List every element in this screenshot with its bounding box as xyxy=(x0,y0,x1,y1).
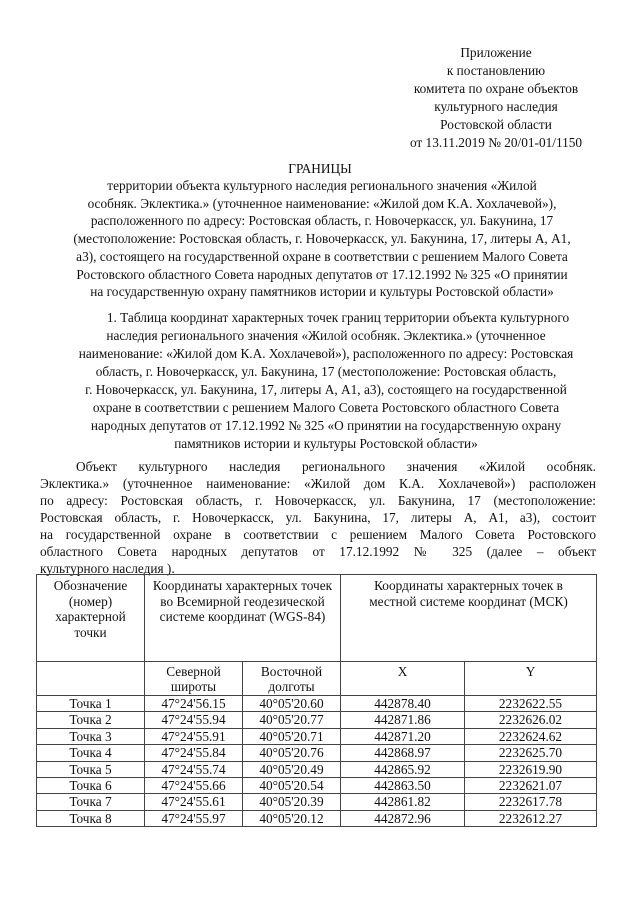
coordinates-table xyxy=(36,574,597,827)
cell-point-name: Точка 3 xyxy=(37,728,145,744)
cell-y: 2232625.70 xyxy=(465,745,597,761)
table-body xyxy=(37,696,597,827)
cell-y: 2232624.62 xyxy=(465,728,597,744)
cell-x: 442861.82 xyxy=(341,794,465,810)
appendix-block xyxy=(370,44,622,152)
document-title: ГРАНИЦЫ xyxy=(288,161,352,176)
intro-line: особняк. Эклектика.» (уточненное наименование: «Жилой дом К.А. Хохлачевой»), xyxy=(87,195,557,211)
header-text: Координаты характерных точек xyxy=(152,578,333,593)
intro-line: (местоположение: Ростовская область, г. Новочеркасск, ул. Бакунина, 17, литеры А, А1, xyxy=(73,231,571,247)
paragraph-line: областного Совета народных депутатов от 17.12.1992 № 325 (далее – объект xyxy=(40,544,596,559)
section-1-heading xyxy=(36,309,616,453)
table-row xyxy=(37,810,597,826)
intro-line: территории объекта культурного наследия регионального значения «Жилой xyxy=(107,178,537,193)
section-line: г. Новочеркасск, ул. Бакунина, 17, литеры А, А1, а3), состоящего на государственной xyxy=(85,382,567,397)
appendix-line: Ростовской области xyxy=(440,117,552,132)
cell-y: 2232619.90 xyxy=(465,761,597,777)
table-row xyxy=(37,794,597,810)
cell-north-latitude: 47°24'55.97 xyxy=(145,810,243,826)
cell-north-latitude: 47°24'55.61 xyxy=(145,794,243,810)
section-line: область, г. Новочеркасск, ул. Бакунина, 17 (местоположение: Ростовская область, xyxy=(95,364,557,379)
header-wgs84-coordinates xyxy=(145,575,341,662)
cell-x: 442878.40 xyxy=(341,696,465,712)
header-text: Координаты характерных точек в xyxy=(374,578,563,593)
cell-north-latitude: 47°24'55.84 xyxy=(145,745,243,761)
section-line: наследия регионального значения «Жилой особняк. Эклектика.» (уточненное xyxy=(106,328,546,343)
cell-x: 442863.50 xyxy=(341,778,465,794)
intro-text xyxy=(36,177,608,301)
table-subheader-row xyxy=(37,662,597,696)
cell-y: 2232612.27 xyxy=(465,810,597,826)
cell-point-name: Точка 6 xyxy=(37,778,145,794)
header-point-designation xyxy=(37,575,145,662)
table-row xyxy=(37,745,597,761)
intro-line: на государственную охрану памятников истории и культуры Ростовской области» xyxy=(90,284,554,300)
cell-x: 442872.96 xyxy=(341,810,465,826)
subheader-text: широты xyxy=(170,679,217,694)
object-description-paragraph xyxy=(40,458,596,577)
cell-north-latitude: 47°24'55.66 xyxy=(145,778,243,794)
cell-x: 442868.97 xyxy=(341,745,465,761)
cell-east-longitude: 40°05'20.49 xyxy=(243,761,341,777)
subheader-text: Восточной xyxy=(260,664,323,679)
cell-north-latitude: 47°24'55.74 xyxy=(145,761,243,777)
cell-point-name: Точка 8 xyxy=(37,810,145,826)
table-row xyxy=(37,761,597,777)
cell-x: 442871.86 xyxy=(341,712,465,728)
cell-north-latitude: 47°24'55.91 xyxy=(145,728,243,744)
header-text: характерной xyxy=(55,609,126,624)
cell-east-longitude: 40°05'20.54 xyxy=(243,778,341,794)
table-row xyxy=(37,696,597,712)
cell-point-name: Точка 2 xyxy=(37,712,145,728)
appendix-line: от 13.11.2019 № 20/01-01/1150 xyxy=(409,135,583,150)
intro-line: а3), состоящего на государственной охране в соответствии с решением Малого Совета xyxy=(76,248,568,264)
subheader-east-longitude xyxy=(243,662,341,696)
cell-east-longitude: 40°05'20.76 xyxy=(243,745,341,761)
header-msk-coordinates xyxy=(341,575,597,662)
table-row xyxy=(37,728,597,744)
paragraph-line: Объект культурного наследия регионального значения «Жилой особняк. xyxy=(76,459,596,474)
table-header-row xyxy=(37,575,597,662)
section-line: наименование: «Жилой дом К.А. Хохлачевой»), расположенного по адресу: Ростовская xyxy=(78,346,574,361)
appendix-line: комитета по охране объектов xyxy=(413,81,579,96)
paragraph-line: по адресу: Ростовская область, г. Новочеркасск, ул. Бакунина, 17 (местоположение: xyxy=(40,493,596,508)
section-line: 1. Таблица координат характерных точек границ территории объекта культурного xyxy=(106,310,570,325)
appendix-line: культурного наследия xyxy=(434,99,558,114)
section-line: народных депутатов от 17.12.1992 № 325 «О принятии на государственную охрану xyxy=(90,418,562,433)
subheader-x: X xyxy=(341,662,465,696)
cell-east-longitude: 40°05'20.77 xyxy=(243,712,341,728)
cell-y: 2232621.07 xyxy=(465,778,597,794)
paragraph-line: Ростовская область, г. Новочеркасск, ул. Бакунина, 17, литеры А, А1, а3), состоит xyxy=(40,510,596,525)
subheader-north-latitude xyxy=(145,662,243,696)
cell-north-latitude: 47°24'55.94 xyxy=(145,712,243,728)
subheader-y: Y xyxy=(465,662,597,696)
header-text: точки xyxy=(74,624,107,640)
cell-x: 442865.92 xyxy=(341,761,465,777)
table-row xyxy=(37,712,597,728)
cell-y: 2232626.02 xyxy=(465,712,597,728)
paragraph-line: культурного наследия ). xyxy=(40,561,175,576)
cell-east-longitude: 40°05'20.60 xyxy=(243,696,341,712)
header-text: Обозначение xyxy=(53,578,128,593)
header-text: системе координат (WGS-84) xyxy=(159,609,326,624)
appendix-line: к постановлению xyxy=(446,63,546,78)
cell-point-name: Точка 1 xyxy=(37,696,145,712)
cell-north-latitude: 47°24'56.15 xyxy=(145,696,243,712)
header-text: во Всемирной геодезической xyxy=(160,593,325,609)
intro-line: расположенного по адресу: Ростовская область, г. Новочеркасск, ул. Бакунина, 17 xyxy=(90,213,554,229)
subheader-text: Северной xyxy=(166,664,221,679)
section-line: памятников истории и культуры Ростовской области» xyxy=(174,436,478,451)
cell-x: 442871.20 xyxy=(341,728,465,744)
cell-east-longitude: 40°05'20.71 xyxy=(243,728,341,744)
cell-point-name: Точка 5 xyxy=(37,761,145,777)
cell-east-longitude: 40°05'20.12 xyxy=(243,810,341,826)
paragraph-line: Эклектика.» (уточненное наименование: «Жилой дом К.А. Хохлачевой») расположен xyxy=(40,476,596,491)
subheader-text: долготы xyxy=(268,679,315,694)
appendix-line: Приложение xyxy=(460,45,532,60)
cell-y: 2232622.55 xyxy=(465,696,597,712)
cell-point-name: Точка 4 xyxy=(37,745,145,761)
intro-line: Ростовского областного Совета народных депутатов от 17.12.1992 № 325 «О принятии xyxy=(76,266,568,282)
header-text: местной системе координат (МСК) xyxy=(369,593,568,609)
subheader-empty xyxy=(37,662,145,696)
section-line: охране в соответствии с решением Малого Совета Ростовского областного Совета xyxy=(92,400,560,415)
paragraph-line: на государственной охране в соответствии с решением Малого Совета Ростовского xyxy=(40,527,596,542)
cell-y: 2232617.78 xyxy=(465,794,597,810)
cell-east-longitude: 40°05'20.39 xyxy=(243,794,341,810)
cell-point-name: Точка 7 xyxy=(37,794,145,810)
header-text: (номер) xyxy=(68,593,113,609)
table-row xyxy=(37,778,597,794)
